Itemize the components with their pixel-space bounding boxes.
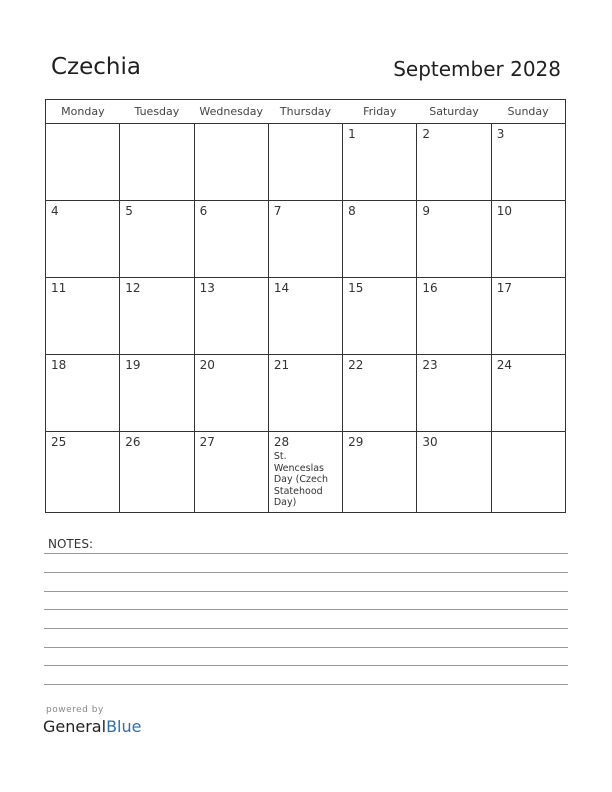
day-number: 6 xyxy=(199,204,208,218)
notes-line xyxy=(44,684,568,685)
calendar-grid xyxy=(45,99,566,513)
weekday-header-row xyxy=(46,100,566,124)
day-number: 24 xyxy=(496,358,512,372)
day-cell[interactable] xyxy=(491,124,565,201)
day-cell[interactable] xyxy=(417,278,491,355)
weekday-header: Sunday xyxy=(491,100,565,124)
day-cell[interactable] xyxy=(46,355,120,432)
day-cell[interactable] xyxy=(343,124,417,201)
day-cell[interactable] xyxy=(343,278,417,355)
day-number: 13 xyxy=(199,281,215,295)
day-number: 25 xyxy=(51,435,67,449)
weekday-header: Wednesday xyxy=(194,100,268,124)
day-cell[interactable] xyxy=(46,201,120,278)
day-number: 8 xyxy=(348,204,356,218)
day-cell[interactable] xyxy=(120,278,194,355)
day-cell[interactable] xyxy=(194,355,268,432)
day-cell[interactable] xyxy=(194,278,268,355)
day-number: 19 xyxy=(125,358,141,372)
day-number: 18 xyxy=(51,358,67,372)
day-cell[interactable] xyxy=(120,124,194,201)
weekday-header: Friday xyxy=(343,100,417,124)
notes-line xyxy=(44,628,568,629)
day-number: 21 xyxy=(273,358,290,372)
notes-line xyxy=(44,647,568,648)
day-cell[interactable] xyxy=(268,201,342,278)
day-cell[interactable] xyxy=(343,201,417,278)
day-number: 17 xyxy=(496,281,512,295)
notes-line xyxy=(44,572,568,573)
day-number: 5 xyxy=(125,204,133,218)
brand-blue-text: Blue xyxy=(106,717,142,736)
day-number: 3 xyxy=(496,127,505,141)
notes-label: NOTES: xyxy=(48,537,93,551)
calendar-month-title: September 2028 xyxy=(393,57,561,81)
notes-line xyxy=(44,591,568,592)
day-cell[interactable] xyxy=(194,432,268,513)
calendar-country-title: Czechia xyxy=(51,54,141,80)
day-cell[interactable] xyxy=(491,278,565,355)
day-number: 16 xyxy=(422,281,438,295)
day-cell[interactable] xyxy=(46,278,120,355)
day-cell[interactable] xyxy=(491,355,565,432)
day-cell[interactable] xyxy=(417,124,491,201)
day-number: 4 xyxy=(51,204,59,218)
day-number: 7 xyxy=(273,204,282,218)
week-row xyxy=(46,201,566,278)
weekday-header: Monday xyxy=(46,100,120,124)
generalblue-logo[interactable] xyxy=(43,717,141,736)
day-cell[interactable] xyxy=(120,432,194,513)
brand-general-text: General xyxy=(43,717,107,736)
notes-line xyxy=(44,553,568,554)
day-number: 26 xyxy=(125,435,141,449)
day-cell[interactable] xyxy=(120,201,194,278)
day-cell[interactable] xyxy=(491,201,565,278)
day-cell[interactable] xyxy=(268,355,342,432)
day-cell[interactable] xyxy=(268,432,342,513)
day-cell[interactable] xyxy=(268,124,342,201)
day-number: 15 xyxy=(348,281,364,295)
week-row xyxy=(46,124,566,201)
day-number: 10 xyxy=(496,204,512,218)
day-number: 28 xyxy=(273,435,290,449)
day-cell[interactable] xyxy=(120,355,194,432)
day-cell[interactable] xyxy=(343,355,417,432)
week-row xyxy=(46,432,566,513)
day-number: 23 xyxy=(422,358,438,372)
day-number: 29 xyxy=(348,435,364,449)
day-number: 20 xyxy=(199,358,215,372)
day-number: 30 xyxy=(422,435,438,449)
day-cell[interactable] xyxy=(194,124,268,201)
day-number: 2 xyxy=(422,127,431,141)
day-cell[interactable] xyxy=(46,124,120,201)
day-cell[interactable] xyxy=(417,355,491,432)
week-row xyxy=(46,278,566,355)
holiday-label: St. Wenceslas Day (Czech Statehood Day) xyxy=(273,451,329,508)
day-number: 27 xyxy=(199,435,215,449)
weekday-header: Saturday xyxy=(417,100,491,124)
powered-by-text: powered by xyxy=(46,705,104,715)
notes-line xyxy=(44,665,568,666)
day-number: 14 xyxy=(273,281,290,295)
day-number: 1 xyxy=(348,127,356,141)
day-number: 9 xyxy=(422,204,431,218)
day-cell[interactable] xyxy=(343,432,417,513)
day-cell[interactable] xyxy=(194,201,268,278)
week-row xyxy=(46,355,566,432)
weekday-header: Tuesday xyxy=(120,100,194,124)
day-number: 22 xyxy=(348,358,364,372)
day-number: 12 xyxy=(125,281,141,295)
day-number: 11 xyxy=(51,281,67,295)
day-cell[interactable] xyxy=(417,432,491,513)
day-cell[interactable] xyxy=(417,201,491,278)
notes-line xyxy=(44,609,568,610)
day-cell[interactable] xyxy=(491,432,565,513)
day-cell[interactable] xyxy=(46,432,120,513)
weekday-header: Thursday xyxy=(268,100,342,124)
day-cell[interactable] xyxy=(268,278,342,355)
